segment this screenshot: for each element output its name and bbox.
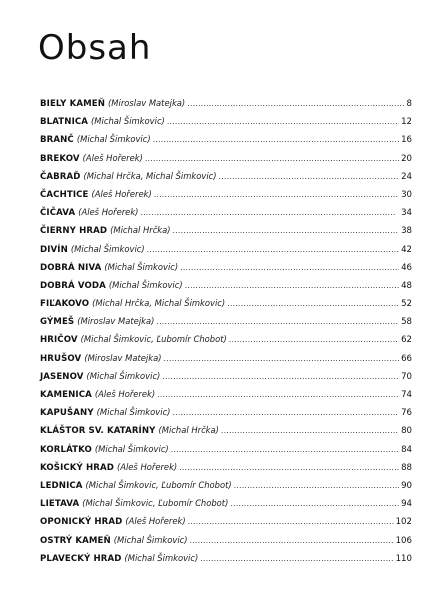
toc-entry-page-number: 48 [401, 280, 412, 291]
toc-entry [40, 312, 412, 330]
dot-leader [188, 513, 394, 531]
toc-entry-name: JASENOV [40, 371, 84, 382]
toc-entry-name: DOBRÁ VODA [40, 280, 106, 291]
toc-entry [40, 512, 412, 530]
toc-entry-name: KLÁŠTOR SV. KATARÍNY [40, 426, 156, 437]
toc-entry-name: HRIČOV [40, 335, 78, 346]
toc-entry-name: ČIČAVA [40, 208, 76, 219]
toc-entry-author: (Aleš Hořerek) [91, 188, 152, 199]
toc-entry-name: OSTRÝ KAMEŇ [40, 535, 111, 546]
toc-entry-name: FIĽAKOVO [40, 299, 90, 310]
toc-entry-author: (Michal Hrčka) [158, 425, 219, 436]
toc-entry-page-number: 80 [401, 426, 412, 437]
toc-entry [40, 330, 412, 348]
dot-leader [229, 331, 399, 349]
toc-entry-author: (Aleš Hořerek) [94, 389, 156, 399]
toc-entry-name: BIELY KAMEŇ [40, 99, 105, 109]
toc-entry-author: (Michal Šimkovic) [76, 134, 151, 145]
toc-entry-author: (Michal Šimkovic) [70, 243, 145, 254]
toc-entry-page-number: 84 [401, 444, 412, 455]
dot-leader [147, 241, 399, 259]
dot-leader [185, 277, 399, 295]
toc-entry-name: GÝMEŠ [40, 317, 75, 328]
toc-entry-name: OPONICKÝ HRAD [40, 517, 123, 528]
toc-entry-name: HRUŠOV [40, 353, 82, 364]
toc-entry [40, 403, 412, 421]
dot-leader [167, 113, 399, 131]
dot-leader [140, 204, 399, 222]
toc-entry [40, 276, 412, 294]
toc-entry-name: DIVÍN [40, 244, 68, 255]
toc-entry-page-number: 74 [401, 390, 412, 400]
toc-entry [40, 94, 412, 112]
toc-entry-author: (Michal Šimkovic, Ľubomír Chobot) [80, 334, 227, 345]
toc-entry-author: (Miroslav Matejka) [108, 98, 186, 108]
toc-entry-author: (Michal Šimkovic) [91, 116, 165, 127]
dot-leader [200, 550, 393, 568]
toc-entry-author: (Michal Šimkovic) [94, 443, 169, 454]
toc-entry [40, 349, 412, 367]
toc-entry-author: (Michal Šimkovic, Ľubomír Chobot) [82, 498, 229, 509]
toc-entry [40, 294, 412, 312]
dot-leader [173, 222, 400, 240]
toc-entry-name: BLATNICA [40, 117, 89, 128]
toc-entry-page-number: 30 [401, 189, 412, 200]
dot-leader [219, 168, 400, 186]
toc-entry-page-number: 62 [401, 335, 412, 346]
dot-leader [153, 131, 399, 149]
toc-entry-author: (Michal Šimkovic) [108, 279, 183, 290]
toc-entry [40, 385, 412, 403]
toc-entry-page-number: 110 [395, 553, 412, 564]
toc-entry-author: (Michal Šimkovic) [96, 407, 171, 418]
toc-entry-name: KOŠICKÝ HRAD [40, 462, 114, 473]
toc-entry-page-number: 20 [401, 153, 412, 164]
toc-entry-author: (Miroslav Matejka) [77, 316, 155, 327]
dot-leader [172, 404, 399, 422]
page-title: Obsah [38, 28, 152, 68]
toc-entry-name: BRANČ [40, 135, 74, 146]
toc-entry [40, 203, 412, 221]
toc-entry-author: (Aleš Hořerek) [125, 516, 186, 527]
dot-leader [164, 350, 400, 368]
toc-entry-page-number: 46 [401, 262, 412, 273]
toc-entry [40, 167, 412, 185]
table-of-contents [40, 94, 412, 567]
toc-entry-page-number: 106 [395, 535, 412, 546]
toc-entry-name: DOBRÁ NIVA [40, 262, 102, 273]
toc-entry-name: KAMENICA [40, 390, 92, 400]
toc-entry [40, 112, 412, 130]
dot-leader [162, 368, 399, 386]
toc-entry [40, 549, 412, 567]
toc-entry-page-number: 52 [401, 299, 412, 310]
dot-leader [221, 422, 399, 440]
toc-entry [40, 221, 412, 239]
toc-entry [40, 440, 412, 458]
dot-leader [230, 495, 399, 513]
toc-entry-page-number: 58 [401, 317, 412, 328]
toc-entry-page-number: 24 [401, 171, 412, 182]
toc-entry-page-number: 88 [401, 462, 412, 473]
toc-entry-page-number: 8 [406, 99, 412, 109]
toc-entry-author: (Aleš Hořerek) [82, 152, 143, 163]
toc-entry-page-number: 70 [401, 371, 412, 382]
toc-entry-name: ČACHTICE [40, 189, 89, 200]
toc-entry-author: (Michal Šimkovic) [104, 261, 179, 272]
toc-entry [40, 185, 412, 203]
toc-entry-name: LEDNICA [40, 480, 83, 491]
dot-leader [179, 459, 399, 477]
dot-leader [180, 259, 399, 277]
toc-entry-name: LIETAVA [40, 499, 80, 510]
toc-entry-page-number: 76 [401, 408, 412, 419]
toc-entry-author: (Michal Hrčka) [110, 225, 171, 236]
toc-entry [40, 367, 412, 385]
dot-leader [156, 313, 399, 331]
dot-leader [187, 95, 404, 113]
toc-entry [40, 476, 412, 494]
toc-entry-name: ČIERNY HRAD [40, 226, 108, 237]
dot-leader [154, 186, 399, 204]
toc-entry [40, 421, 412, 439]
toc-entry-page-number: 16 [401, 135, 412, 146]
toc-entry-author: (Michal Šimkovic) [86, 370, 161, 381]
toc-entry [40, 531, 412, 549]
dot-leader [157, 386, 399, 404]
toc-entry-author: (Michal Hrčka, Michal Šimkovic) [83, 170, 217, 181]
toc-entry-author: (Michal Šimkovic) [113, 534, 188, 545]
toc-entry [40, 458, 412, 476]
toc-entry-page-number: 38 [401, 226, 412, 237]
toc-entry-name: BREKOV [40, 153, 80, 164]
toc-entry [40, 149, 412, 167]
toc-entry-page-number: 34 [401, 208, 412, 219]
toc-entry-page-number: 90 [401, 480, 412, 491]
dot-leader [227, 295, 399, 313]
toc-entry-author: (Michal Šimkovic) [124, 552, 199, 563]
dot-leader [145, 150, 399, 168]
toc-entry-name: KORLÁTKO [40, 444, 92, 455]
toc-entry-name: PLAVECKÝ HRAD [40, 553, 122, 564]
toc-entry-author: (Michal Hrčka, Michal Šimkovic) [92, 298, 226, 309]
dot-leader [234, 477, 399, 495]
toc-entry [40, 494, 412, 512]
toc-entry-page-number: 42 [401, 244, 412, 255]
dot-leader [190, 532, 394, 550]
toc-entry-page-number: 12 [401, 117, 412, 128]
toc-entry-page-number: 66 [401, 353, 412, 364]
toc-entry [40, 240, 412, 258]
toc-entry-author: (Aleš Hořerek) [78, 207, 139, 218]
toc-entry-page-number: 102 [395, 517, 412, 528]
dot-leader [171, 441, 399, 459]
toc-entry-author: (Aleš Hořerek) [116, 461, 178, 472]
toc-entry-author: (Miroslav Matejka) [84, 352, 162, 363]
toc-entry-name: ČABRAĎ [40, 171, 81, 182]
toc-entry-name: KAPUŠANY [40, 408, 94, 419]
toc-entry [40, 130, 412, 148]
toc-entry-page-number: 94 [401, 499, 412, 510]
toc-entry-author: (Michal Šimkovic, Ľubomír Chobot) [85, 479, 232, 490]
toc-entry [40, 258, 412, 276]
